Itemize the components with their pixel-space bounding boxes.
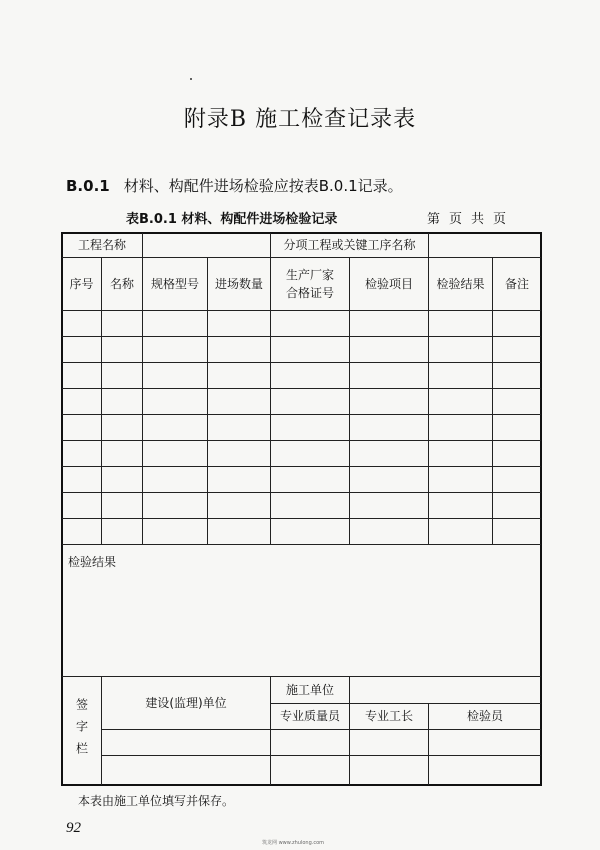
row-divider [62, 336, 541, 337]
inspection-result-label: 检验结果 [68, 555, 117, 569]
row-divider [62, 362, 541, 363]
row-divider [62, 388, 541, 389]
col-divider [349, 676, 350, 785]
stray-dot [190, 78, 192, 80]
row-divider [62, 310, 541, 311]
row-divider [62, 414, 541, 415]
signature-label: 签字栏 [74, 697, 89, 764]
col-header-name: 名称 [109, 276, 134, 291]
page-number: 92 [66, 820, 81, 836]
quality-inspector-label: 专业质量员 [279, 709, 340, 723]
watermark: 筑龙网 www.zhulong.com [262, 840, 325, 846]
construction-unit-label: 施工单位 [285, 682, 334, 697]
subproject-value [429, 233, 541, 257]
footnote: 本表由施工单位填写并保存。 [78, 794, 235, 808]
col-header-remarks: 备注 [504, 276, 529, 291]
appendix-title: 附录B 施工检查记录表 [183, 107, 417, 132]
row-divider [62, 544, 541, 545]
col-header-spec: 规格型号 [150, 276, 199, 291]
col-header-index: 序号 [69, 276, 94, 291]
table-caption: 表B.0.1 材料、构配件进场检验记录 [126, 212, 338, 227]
row-divider [62, 466, 541, 467]
row-divider [62, 492, 541, 493]
clause [66, 175, 403, 196]
inspector-label: 检验员 [466, 709, 503, 723]
col-header-inspection-result: 检验结果 [436, 276, 485, 291]
foreman-label: 专业工长 [364, 709, 413, 723]
supervision-unit-label: 建设(监理)单位 [145, 695, 227, 710]
clause-text: 材料、构配件进场检验应按表B.0.1记录。 [123, 177, 403, 195]
page-count: 第页共页 [427, 212, 516, 227]
subproject-label: 分项工程或关键工序名称 [283, 238, 416, 252]
clause-number: B.0.1 [66, 177, 110, 195]
row-divider [62, 440, 541, 441]
col-header-quantity: 进场数量 [214, 276, 263, 291]
row-divider [101, 755, 541, 756]
row-divider [62, 518, 541, 519]
row-divider [101, 729, 541, 730]
project-name-value [143, 233, 270, 257]
col-header-manufacturer: 生产厂家 合格证号 [285, 267, 334, 300]
col-header-inspection-item: 检验项目 [364, 276, 413, 291]
project-name-label: 工程名称 [77, 238, 126, 252]
